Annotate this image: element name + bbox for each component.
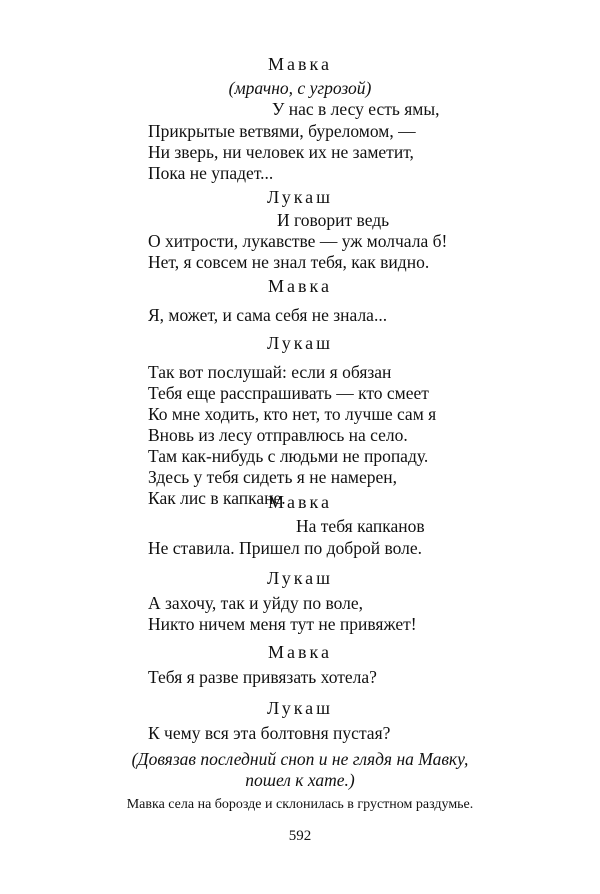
speaker-name: Лукаш bbox=[266, 187, 334, 207]
verse-line: Не ставила. Пришел по доброй воле. bbox=[148, 538, 422, 558]
verse-line: Вновь из лесу отправлюсь на село. bbox=[148, 425, 408, 445]
speaker-name: Мавка bbox=[268, 54, 332, 74]
narration-line: Мавка села на борозде и склонилась в грустном раздумье. bbox=[126, 797, 474, 812]
speaker-name: Мавка bbox=[268, 276, 332, 296]
verse-line: Ко мне ходить, кто нет, то лучше сам я bbox=[148, 404, 437, 424]
speaker-name: Мавка bbox=[268, 642, 332, 662]
speaker-name: Лукаш bbox=[266, 568, 334, 588]
verse-line: К чему вся эта болтовня пустая? bbox=[148, 723, 391, 743]
verse-line: Как лис в капкане. bbox=[148, 488, 286, 508]
verse-line: Прикрытые ветвями, буреломом, — bbox=[148, 121, 416, 141]
verse-line: Ни зверь, ни человек их не заметит, bbox=[148, 142, 414, 162]
verse-line: Никто ничем меня тут не привяжет! bbox=[148, 614, 417, 634]
verse-line: Так вот послушай: если я обязан bbox=[148, 362, 392, 382]
verse-line: У нас в лесу есть ямы, bbox=[272, 99, 440, 119]
verse-line: Там как-нибудь с людьми не пропаду. bbox=[148, 446, 429, 466]
stage-direction: пошел к хате.) bbox=[245, 770, 355, 790]
verse-line: О хитрости, лукавстве — уж молчала б! bbox=[148, 231, 448, 251]
verse-line: Здесь у тебя сидеть я не намерен, bbox=[148, 467, 397, 487]
verse-line: Тебя я разве привязать хотела? bbox=[148, 667, 377, 687]
speaker-name: Лукаш bbox=[266, 698, 334, 718]
verse-line: А захочу, так и уйду по воле, bbox=[148, 593, 364, 613]
verse-line: И говорит ведь bbox=[277, 210, 390, 230]
stage-direction: (мрачно, с угрозой) bbox=[228, 78, 372, 98]
verse-line: Нет, я совсем не знал тебя, как видно. bbox=[148, 252, 430, 272]
verse-line: Тебя еще расспрашивать — кто смеет bbox=[148, 383, 429, 403]
stage-direction: (Довязав последний сноп и не глядя на Мавку, bbox=[131, 749, 469, 769]
speaker-name: Мавка bbox=[268, 492, 332, 512]
verse-line: На тебя капканов bbox=[296, 516, 425, 536]
verse-line: Пока не упадет... bbox=[148, 163, 274, 183]
speaker-name: Лукаш bbox=[266, 333, 334, 353]
page-number: 592 bbox=[288, 828, 312, 844]
verse-line: Я, может, и сама себя не знала... bbox=[148, 305, 388, 325]
